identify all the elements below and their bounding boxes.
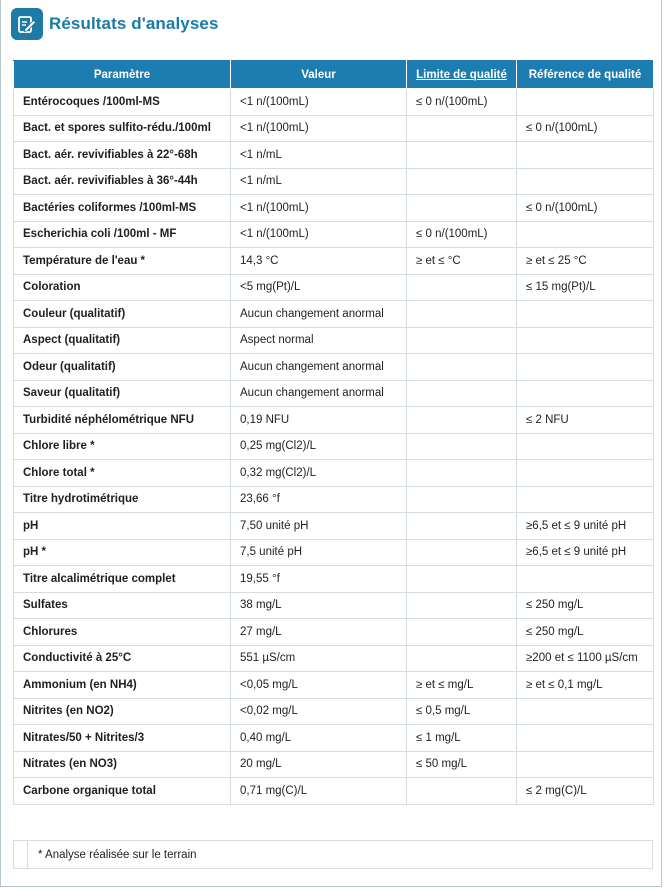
cell-parameter: Aspect (qualitatif) — [14, 327, 231, 354]
cell-reference — [517, 751, 654, 778]
table-row — [14, 672, 654, 699]
cell-limit — [407, 619, 517, 646]
cell-parameter: Chlorures — [14, 619, 231, 646]
cell-value: 23,66 °f — [231, 486, 407, 513]
cell-parameter: Bact. et spores sulfito-rédu./100ml — [14, 115, 231, 142]
cell-limit — [407, 539, 517, 566]
cell-limit — [407, 460, 517, 487]
cell-value: Aspect normal — [231, 327, 407, 354]
cell-parameter: Chlore total * — [14, 460, 231, 487]
cell-reference: ≤ 250 mg/L — [517, 592, 654, 619]
cell-parameter: Couleur (qualitatif) — [14, 301, 231, 328]
cell-reference: ≤ 250 mg/L — [517, 619, 654, 646]
table-row — [14, 327, 654, 354]
cell-limit — [407, 380, 517, 407]
cell-reference — [517, 725, 654, 752]
cell-value: <1 n/(100mL) — [231, 221, 407, 248]
table-row — [14, 725, 654, 752]
cell-value: 19,55 °f — [231, 566, 407, 593]
cell-parameter: Sulfates — [14, 592, 231, 619]
cell-reference — [517, 698, 654, 725]
cell-reference — [517, 566, 654, 593]
cell-parameter: Odeur (qualitatif) — [14, 354, 231, 381]
cell-parameter: Bact. aér. revivifiables à 36°-44h — [14, 168, 231, 195]
cell-value: <1 n/mL — [231, 168, 407, 195]
table-row — [14, 751, 654, 778]
cell-value: <1 n/mL — [231, 142, 407, 169]
cell-reference: ≥ et ≤ 25 °C — [517, 248, 654, 275]
cell-limit — [407, 433, 517, 460]
cell-parameter: Saveur (qualitatif) — [14, 380, 231, 407]
cell-reference: ≥6,5 et ≤ 9 unité pH — [517, 513, 654, 540]
cell-value: <1 n/(100mL) — [231, 195, 407, 222]
cell-value: 7,5 unité pH — [231, 539, 407, 566]
footnote — [13, 840, 653, 869]
cell-parameter: Escherichia coli /100ml - MF — [14, 221, 231, 248]
cell-value: 0,71 mg(C)/L — [231, 778, 407, 805]
cell-value: 27 mg/L — [231, 619, 407, 646]
header-parameter: Paramètre — [14, 61, 231, 89]
cell-value: Aucun changement anormal — [231, 301, 407, 328]
cell-limit — [407, 566, 517, 593]
cell-reference — [517, 354, 654, 381]
table-header-row — [14, 61, 654, 89]
cell-parameter: pH — [14, 513, 231, 540]
cell-parameter: Nitrites (en NO2) — [14, 698, 231, 725]
table-row — [14, 698, 654, 725]
cell-limit — [407, 778, 517, 805]
cell-reference: ≥ et ≤ 0,1 mg/L — [517, 672, 654, 699]
table-row — [14, 142, 654, 169]
cell-value: 0,25 mg(Cl2)/L — [231, 433, 407, 460]
cell-value: 0,40 mg/L — [231, 725, 407, 752]
cell-reference: ≤ 0 n/(100mL) — [517, 195, 654, 222]
cell-value: 551 µS/cm — [231, 645, 407, 672]
cell-reference — [517, 380, 654, 407]
cell-reference — [517, 460, 654, 487]
table-row — [14, 301, 654, 328]
cell-reference — [517, 301, 654, 328]
cell-reference — [517, 89, 654, 116]
table-row — [14, 592, 654, 619]
table-row — [14, 168, 654, 195]
table-body — [14, 89, 654, 805]
page-title: Résultats d'analyses — [49, 14, 219, 33]
cell-limit — [407, 195, 517, 222]
cell-reference — [517, 327, 654, 354]
cell-limit — [407, 645, 517, 672]
cell-value: Aucun changement anormal — [231, 354, 407, 381]
cell-value: 7,50 unité pH — [231, 513, 407, 540]
cell-value: <5 mg(Pt)/L — [231, 274, 407, 301]
cell-reference: ≥200 et ≤ 1100 µS/cm — [517, 645, 654, 672]
cell-limit — [407, 486, 517, 513]
cell-limit — [407, 407, 517, 434]
table-row — [14, 433, 654, 460]
cell-limit — [407, 168, 517, 195]
cell-limit — [407, 592, 517, 619]
cell-limit: ≤ 1 mg/L — [407, 725, 517, 752]
header-limit-link[interactable] — [407, 61, 517, 89]
cell-reference — [517, 168, 654, 195]
cell-reference: ≤ 2 mg(C)/L — [517, 778, 654, 805]
cell-value: <1 n/(100mL) — [231, 89, 407, 116]
limit-link-label[interactable]: Limite de qualité — [416, 68, 507, 81]
cell-parameter: Coloration — [14, 274, 231, 301]
cell-parameter: Bactéries coliformes /100ml-MS — [14, 195, 231, 222]
table-row — [14, 89, 654, 116]
cell-value: Aucun changement anormal — [231, 380, 407, 407]
cell-limit — [407, 115, 517, 142]
cell-parameter: Titre hydrotimétrique — [14, 486, 231, 513]
table-row — [14, 354, 654, 381]
cell-reference: ≥6,5 et ≤ 9 unité pH — [517, 539, 654, 566]
cell-reference — [517, 221, 654, 248]
analysis-results-table — [13, 60, 654, 805]
cell-parameter: Carbone organique total — [14, 778, 231, 805]
table-row — [14, 407, 654, 434]
cell-reference — [517, 142, 654, 169]
cell-value: 20 mg/L — [231, 751, 407, 778]
cell-limit: ≥ et ≤ mg/L — [407, 672, 517, 699]
table-row — [14, 486, 654, 513]
cell-value: <0,02 mg/L — [231, 698, 407, 725]
cell-limit — [407, 142, 517, 169]
cell-parameter: Entérocoques /100ml-MS — [14, 89, 231, 116]
table-row — [14, 619, 654, 646]
footnote-text: * Analyse réalisée sur le terrain — [38, 848, 197, 861]
table-row — [14, 380, 654, 407]
cell-limit — [407, 274, 517, 301]
table-row — [14, 539, 654, 566]
cell-parameter: Ammonium (en NH4) — [14, 672, 231, 699]
cell-reference — [517, 433, 654, 460]
table-row — [14, 460, 654, 487]
header-reference: Référence de qualité — [517, 61, 654, 89]
cell-parameter: Turbidité néphélométrique NFU — [14, 407, 231, 434]
cell-limit — [407, 354, 517, 381]
cell-value: 14,3 °C — [231, 248, 407, 275]
cell-parameter: Nitrates/50 + Nitrites/3 — [14, 725, 231, 752]
table-row — [14, 115, 654, 142]
cell-limit — [407, 327, 517, 354]
table-row — [14, 645, 654, 672]
cell-limit: ≤ 0 n/(100mL) — [407, 89, 517, 116]
cell-parameter: pH * — [14, 539, 231, 566]
cell-limit: ≤ 0,5 mg/L — [407, 698, 517, 725]
cell-parameter: Conductivité à 25°C — [14, 645, 231, 672]
table-row — [14, 248, 654, 275]
table-row — [14, 274, 654, 301]
cell-parameter: Température de l'eau * — [14, 248, 231, 275]
table-row — [14, 566, 654, 593]
table-row — [14, 778, 654, 805]
page-header — [11, 8, 219, 40]
cell-value: <1 n/(100mL) — [231, 115, 407, 142]
cell-value: 38 mg/L — [231, 592, 407, 619]
cell-value: 0,19 NFU — [231, 407, 407, 434]
table-row — [14, 513, 654, 540]
cell-parameter: Chlore libre * — [14, 433, 231, 460]
cell-limit — [407, 301, 517, 328]
cell-parameter: Nitrates (en NO3) — [14, 751, 231, 778]
cell-reference: ≤ 0 n/(100mL) — [517, 115, 654, 142]
cell-limit: ≤ 0 n/(100mL) — [407, 221, 517, 248]
cell-reference — [517, 486, 654, 513]
table-row — [14, 195, 654, 222]
cell-limit: ≥ et ≤ °C — [407, 248, 517, 275]
cell-reference: ≤ 2 NFU — [517, 407, 654, 434]
cell-parameter: Bact. aér. revivifiables à 22°-68h — [14, 142, 231, 169]
cell-limit — [407, 513, 517, 540]
cell-reference: ≤ 15 mg(Pt)/L — [517, 274, 654, 301]
header-value: Valeur — [231, 61, 407, 89]
edit-document-icon — [11, 8, 43, 40]
cell-limit: ≤ 50 mg/L — [407, 751, 517, 778]
table-row — [14, 221, 654, 248]
cell-value: 0,32 mg(Cl2)/L — [231, 460, 407, 487]
cell-parameter: Titre alcalimétrique complet — [14, 566, 231, 593]
footnote-gutter — [14, 841, 28, 868]
cell-value: <0,05 mg/L — [231, 672, 407, 699]
